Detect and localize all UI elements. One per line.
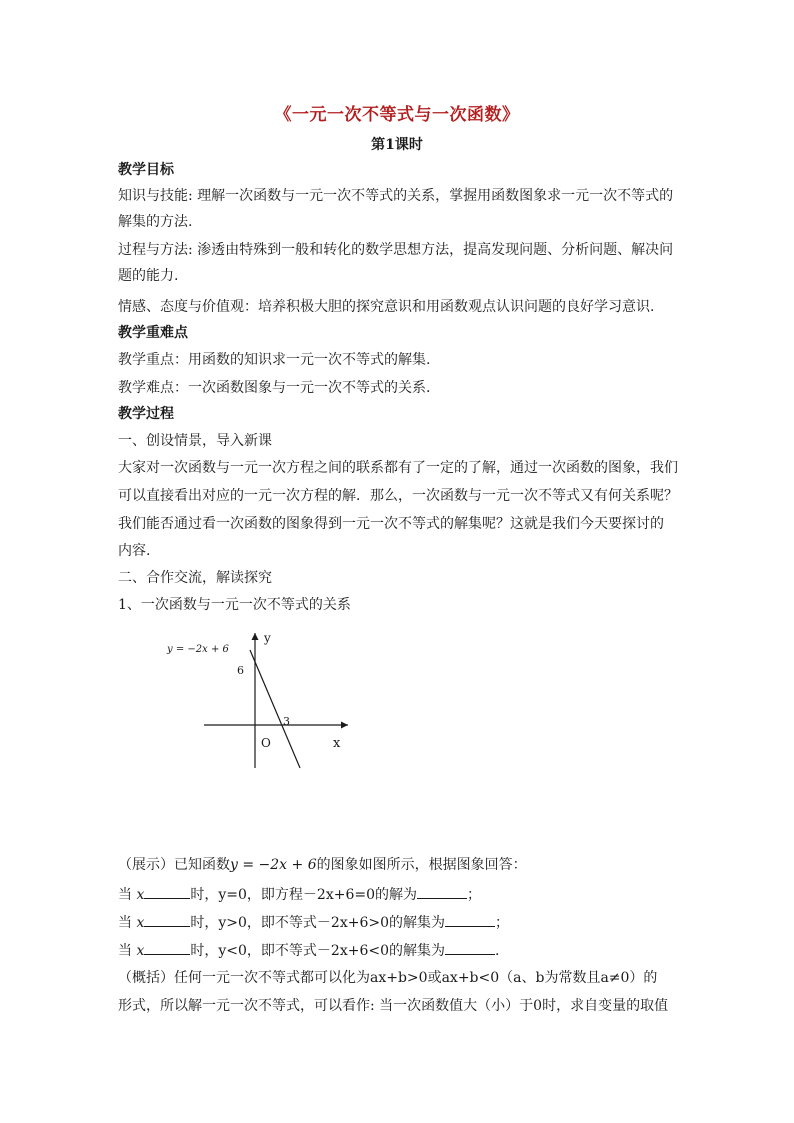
- q1-time: 时，: [190, 887, 219, 903]
- q2-end: ；: [494, 915, 509, 931]
- q1-var: x: [136, 887, 145, 903]
- part1-title: 一、创设情景，导入新课: [118, 433, 272, 449]
- page-title: 《一元一次不等式与一次函数》: [274, 105, 520, 125]
- difficult-point: 教学难点：一次函数图象与一元一次不等式的关系.: [118, 380, 431, 396]
- exercise-intro: [118, 855, 688, 875]
- q3-text: y<0，即不等式－2x+6<0的解集为: [218, 943, 445, 959]
- q3-blank-1[interactable]: [144, 940, 190, 955]
- process-heading: 教学过程: [118, 406, 174, 422]
- summary-line1: （概括）任何一元一次不等式都可以化为ax+b>0或ax+b<0（a、b为常数且a≠0）的: [118, 970, 658, 986]
- q2-blank-2[interactable]: [445, 912, 495, 927]
- key-point: 教学重点：用函数的知识求一元一次不等式的解集.: [118, 352, 431, 368]
- q2-time: 时，: [190, 915, 219, 931]
- part2-subtitle: 1、一次函数与一元一次不等式的关系: [118, 597, 351, 613]
- part1-line2: 可以直接看出对应的一元一次方程的解．那么，一次函数与一元一次不等式又有何关系呢？: [118, 488, 678, 504]
- origin-label: O: [261, 736, 271, 750]
- q3-var: x: [136, 943, 145, 959]
- lesson-subtitle: 第1课时: [371, 137, 423, 153]
- part1-line4: 内容.: [118, 543, 151, 559]
- part1-line1: 大家对一次函数与一元一次方程之间的联系都有了一定的了解，通过一次函数的图象，我们: [118, 460, 678, 476]
- q2-blank-1[interactable]: [144, 912, 190, 927]
- q2-when: 当: [118, 915, 132, 931]
- part2-title: 二、合作交流，解读探究: [118, 570, 272, 586]
- summary-line2: 形式，所以解一元一次不等式，可以看作: 当一次函数值大（小）于0时，求自变量的取值: [118, 998, 669, 1014]
- function-graph-svg: [160, 625, 360, 775]
- y-axis-label: y: [264, 631, 271, 645]
- goal-knowledge-line2: 解集的方法.: [118, 214, 193, 230]
- y-intercept-label: 6: [237, 664, 244, 677]
- q2-text: y>0，即不等式－2x+6>0的解集为: [218, 915, 445, 931]
- goal-attitude-line: 情感、态度与价值观：培养积极大胆的探究意识和用函数观点认识问题的良好学习意识.: [118, 299, 655, 315]
- goal-process-line1: 过程与方法: 渗透由特殊到一般和转化的数学思想方法，提高发现问题、分析问题、解决问: [118, 242, 674, 258]
- goal-process-line2: 题的能力.: [118, 268, 179, 284]
- equation-label: y = −2x + 6: [167, 644, 229, 655]
- goals-heading: 教学目标: [118, 162, 174, 178]
- q3-time: 时，: [190, 943, 219, 959]
- q2-var: x: [136, 915, 145, 931]
- key-heading: 教学重难点: [118, 325, 188, 341]
- q3-end: .: [494, 943, 500, 959]
- function-line: [250, 650, 300, 768]
- exercise-intro-suffix: 的图象如图所示，根据图象回答：: [316, 857, 527, 873]
- x-axis-label: x: [333, 736, 341, 751]
- q1-blank-2[interactable]: [417, 884, 467, 899]
- q1-blank-1[interactable]: [144, 884, 190, 899]
- part1-line3: 我们能否通过看一次函数的图象得到一元一次不等式的解集呢？这就是我们今天要探讨的: [118, 516, 664, 532]
- exercise-intro-formula: y = −2x + 6: [230, 857, 317, 873]
- q3-when: 当: [118, 943, 132, 959]
- q3-blank-2[interactable]: [445, 940, 495, 955]
- question-2: [118, 912, 688, 933]
- x-intercept-label: 3: [283, 715, 290, 728]
- q1-when: 当: [118, 887, 132, 903]
- q1-end: ；: [466, 887, 481, 903]
- question-1: [118, 884, 688, 905]
- exercise-intro-prefix: （展示）已知函数: [118, 857, 230, 873]
- question-3: [118, 940, 688, 961]
- function-graph: [160, 625, 360, 775]
- q1-text: y=0，即方程－2x+6=0的解为: [218, 887, 417, 903]
- goal-knowledge-line1: 知识与技能: 理解一次函数与一元一次不等式的关系，掌握用函数图象求一元一次不等式的: [118, 188, 674, 204]
